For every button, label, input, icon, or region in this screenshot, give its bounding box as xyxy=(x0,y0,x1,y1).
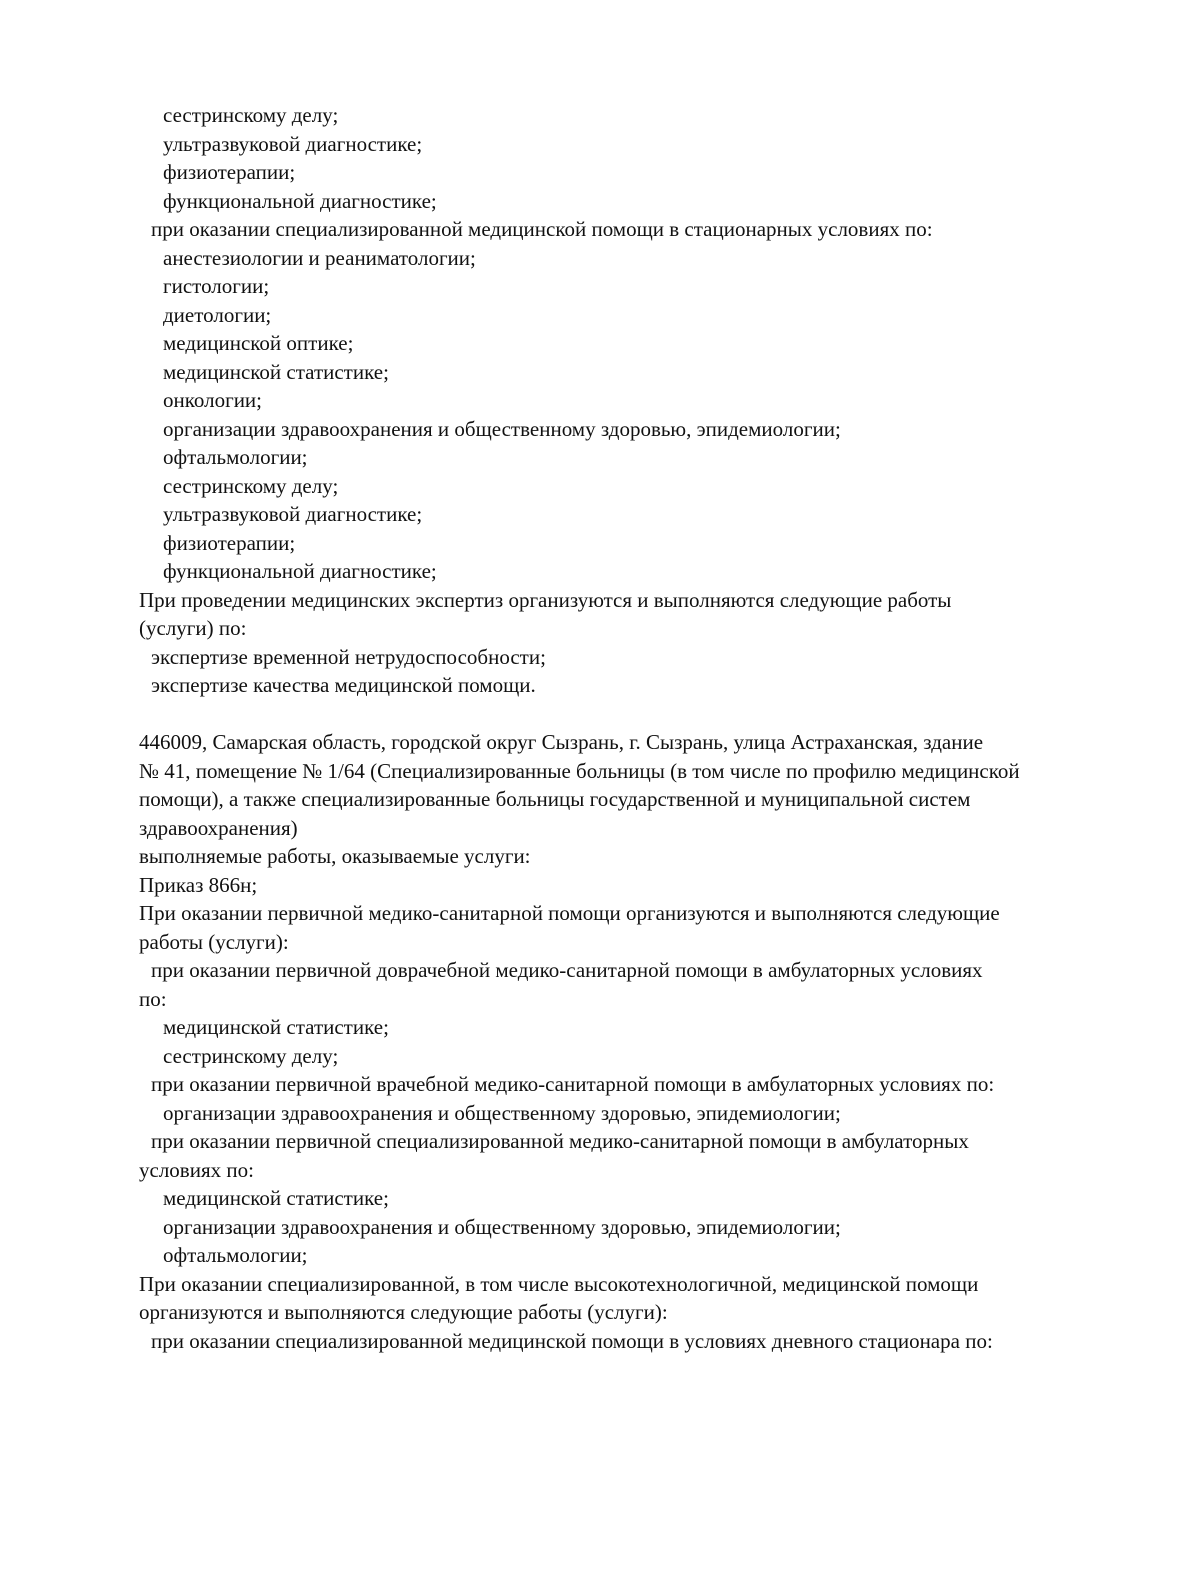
paragraph-line: № 41, помещение № 1/64 (Специализированные больницы (в том числе по профилю медицинской xyxy=(139,758,1020,783)
list-item-line: онкологии; xyxy=(163,388,263,412)
list-item-line: медицинской статистике; xyxy=(163,359,389,384)
list-item-line: функциональной диагностике; xyxy=(163,559,437,583)
list-item-line: ультразвуковой диагностике; xyxy=(163,131,423,156)
list-item-line: организации здравоохранения и общественному здоровью, эпидемиологии; xyxy=(163,1214,841,1239)
list-item-line: медицинской статистике; xyxy=(163,1186,389,1210)
list-item-line: физиотерапии; xyxy=(163,530,296,555)
paragraph-line: работы (услуги): xyxy=(139,929,289,954)
document-page xyxy=(0,101,1190,1355)
list-subheading-line: экспертизе качества медицинской помощи. xyxy=(151,673,536,697)
list-item-line: диетологии; xyxy=(163,302,272,327)
list-subheading-line: при оказании специализированной медицинской помощи в условиях дневного стационара по: xyxy=(151,1328,993,1353)
list-item-line: офтальмологии; xyxy=(163,445,308,469)
list-item-line: физиотерапии; xyxy=(163,160,296,184)
paragraph-line: условиях по: xyxy=(139,1157,254,1182)
paragraph-line: При оказании первичной медико-санитарной помощи организуются и выполняются следующие xyxy=(139,901,1000,925)
paragraph-line: организуются и выполняются следующие работы (услуги): xyxy=(139,1300,668,1324)
list-item-line: медицинской статистике; xyxy=(163,1015,389,1039)
paragraph-line: выполняемые работы, оказываемые услуги: xyxy=(139,844,531,868)
list-subheading-line: при оказании первичной доврачебной медико-санитарной помощи в амбулаторных условиях xyxy=(151,958,983,982)
paragraph-line: Приказ 866н; xyxy=(139,872,258,897)
list-item-line: анестезиологии и реаниматологии; xyxy=(163,245,476,270)
list-subheading-line: при оказании первичной специализированной медико-санитарной помощи в амбулаторных xyxy=(151,1129,969,1153)
list-subheading-line: экспертизе временной нетрудоспособности; xyxy=(151,644,546,669)
list-item-line: ультразвуковой диагностике; xyxy=(163,502,423,526)
list-item-line: функциональной диагностике; xyxy=(163,188,437,213)
blank-line xyxy=(0,700,1190,729)
list-item-line: организации здравоохранения и общественному здоровью, эпидемиологии; xyxy=(163,1100,841,1125)
paragraph-line: При проведении медицинских экспертиз организуются и выполняются следующие работы xyxy=(139,587,952,612)
list-item-line: гистологии; xyxy=(163,274,270,298)
paragraph-line: 446009, Самарская область, городской округ Сызрань, г. Сызрань, улица Астраханская, здание xyxy=(139,730,984,754)
list-item-line: сестринскому делу; xyxy=(163,103,339,127)
paragraph-line: При оказании специализированной, в том числе высокотехнологичной, медицинской помощи xyxy=(139,1271,979,1296)
paragraph-line: по: xyxy=(139,986,167,1011)
list-subheading-line: при оказании первичной врачебной медико-санитарной помощи в амбулаторных условиях по: xyxy=(151,1072,995,1096)
paragraph-line: здравоохранения) xyxy=(139,815,298,840)
list-item-line: организации здравоохранения и общественному здоровью, эпидемиологии; xyxy=(163,416,841,441)
list-subheading-line: при оказании специализированной медицинской помощи в стационарных условиях по: xyxy=(151,217,933,241)
paragraph-line: (услуги) по: xyxy=(139,616,247,640)
list-item-line: медицинской оптике; xyxy=(163,331,354,355)
list-item-line: офтальмологии; xyxy=(163,1243,308,1267)
list-item-line: сестринскому делу; xyxy=(163,1043,339,1068)
paragraph-line: помощи), а также специализированные больницы государственной и муниципальной систем xyxy=(139,787,971,811)
list-item-line: сестринскому делу; xyxy=(163,473,339,498)
